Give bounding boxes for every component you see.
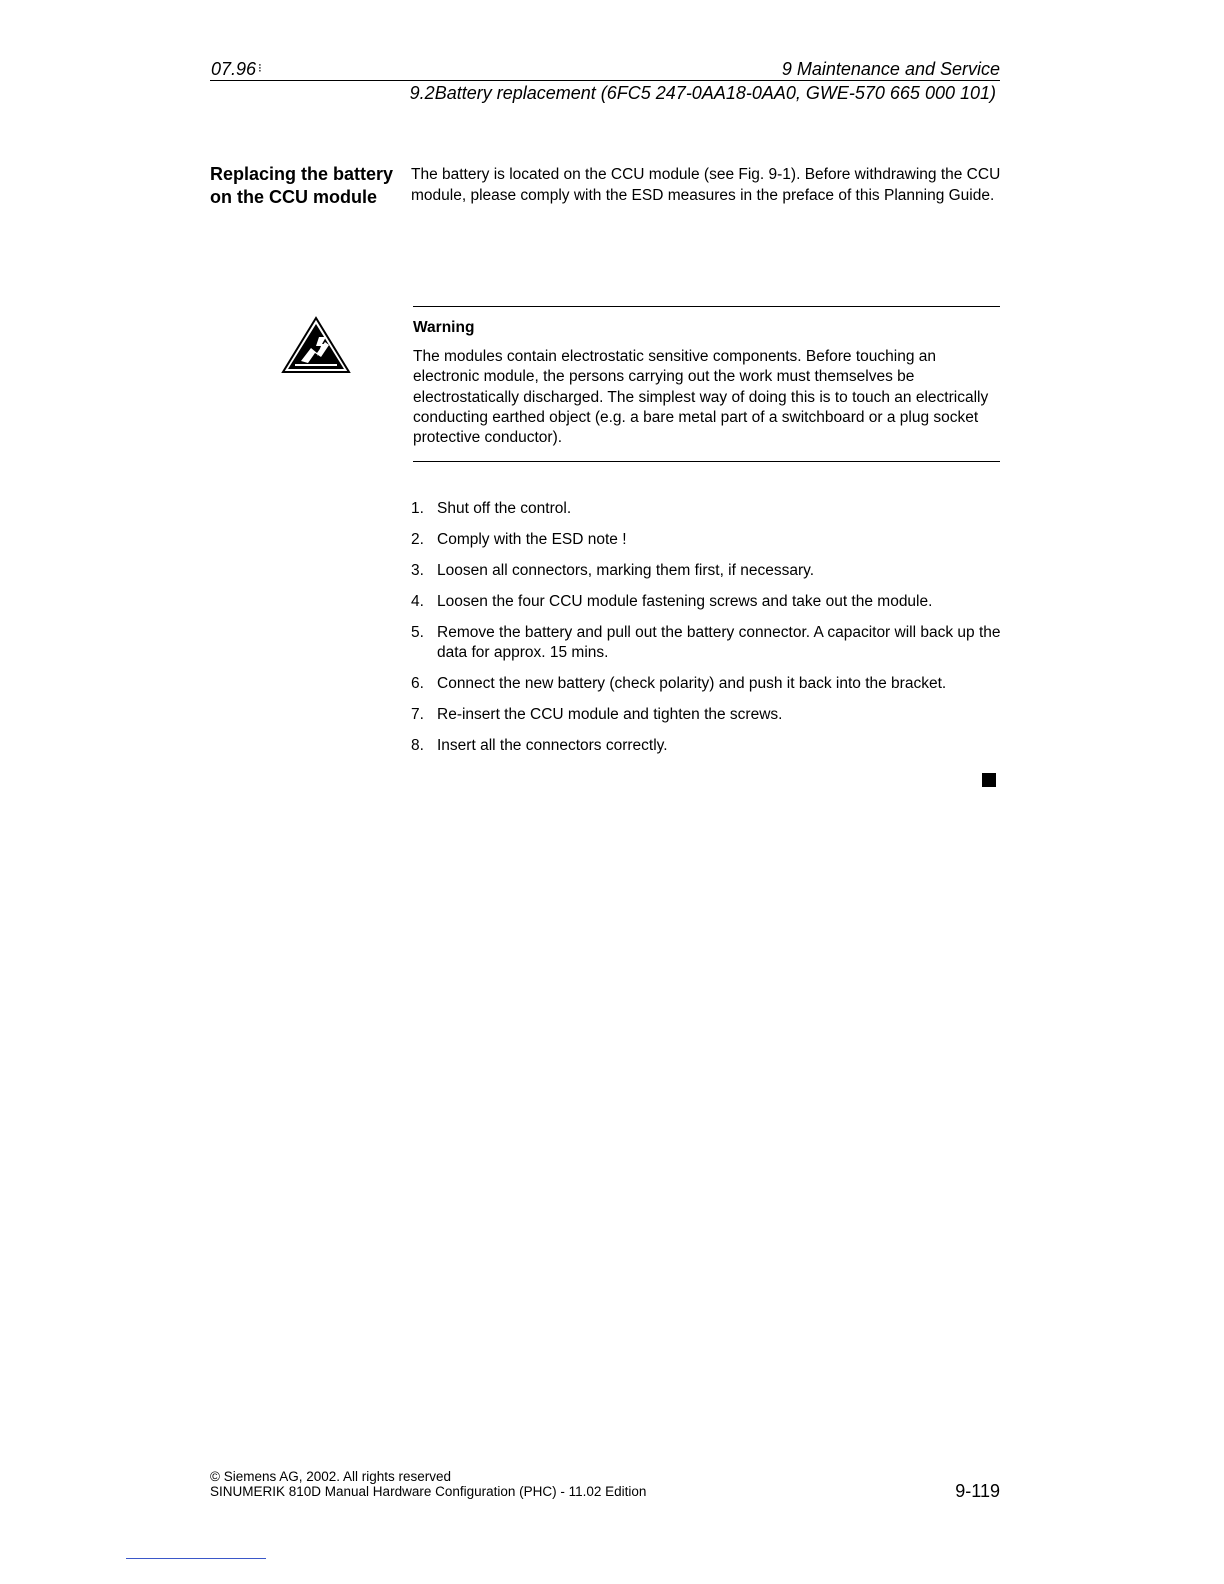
warning-rule-bottom (413, 461, 1000, 462)
esd-warning-icon (281, 315, 351, 375)
step-item: 4. Loosen the four CCU module fastening screws and take out the module. (411, 593, 933, 610)
page-number: 9-119 (955, 1481, 1000, 1501)
footer-document-title: SINUMERIK 810D Manual Hardware Configuration (PHC) - 11.02 Edition (210, 1484, 647, 1499)
header-section: 9.2Battery replacement (6FC5 247-0AA18-0AA0, GWE-570 665 000 101) (409, 83, 996, 103)
steps-list (411, 499, 1011, 767)
end-of-section-mark (982, 773, 996, 787)
link-underline[interactable] (126, 1558, 266, 1559)
change-bar-mark: ⁝ (258, 61, 262, 75)
footer-copyright: © Siemens AG, 2002. All rights reserved (210, 1469, 452, 1484)
step-item: 1. Shut off the control. (411, 500, 572, 517)
intro-paragraph: The battery is located on the CCU module (see Fig. 9-1). Before withdrawing the CCU module, please comply with the ESD measures in the preface of this Planning Guide. (411, 166, 1001, 204)
step-item: 3. Loosen all connectors, marking them first, if necessary. (411, 562, 815, 579)
step-item: 2. Comply with the ESD note ! (411, 531, 627, 548)
step-item: 5. Remove the battery and pull out the battery connector. A capacitor will back up the data for approx. 15 mins. (411, 624, 1001, 661)
header-date: 07.96 ⁝ (211, 59, 262, 79)
warning-title: Warning (413, 319, 475, 336)
warning-text: The modules contain electrostatic sensitive components. Before touching an electronic module, the persons carrying out the work must themselves be electrostatically discharged. The simplest way of doing this is to touch an electrically conducting earthed object (e.g. a bare metal part of a switchboard or a plug socket protective conductor). (413, 348, 989, 447)
step-item: 8. Insert all the connectors correctly. (411, 737, 668, 754)
warning-rule-top (413, 306, 1000, 307)
side-heading: Replacing the battery on the CCU module (210, 164, 394, 207)
step-item: 6. Connect the new battery (check polarity) and push it back into the bracket. (411, 675, 947, 692)
step-item: 7. Re-insert the CCU module and tighten the screws. (411, 706, 783, 723)
header-rule (210, 80, 1000, 81)
header-chapter: 9 Maintenance and Service (781, 59, 1000, 79)
